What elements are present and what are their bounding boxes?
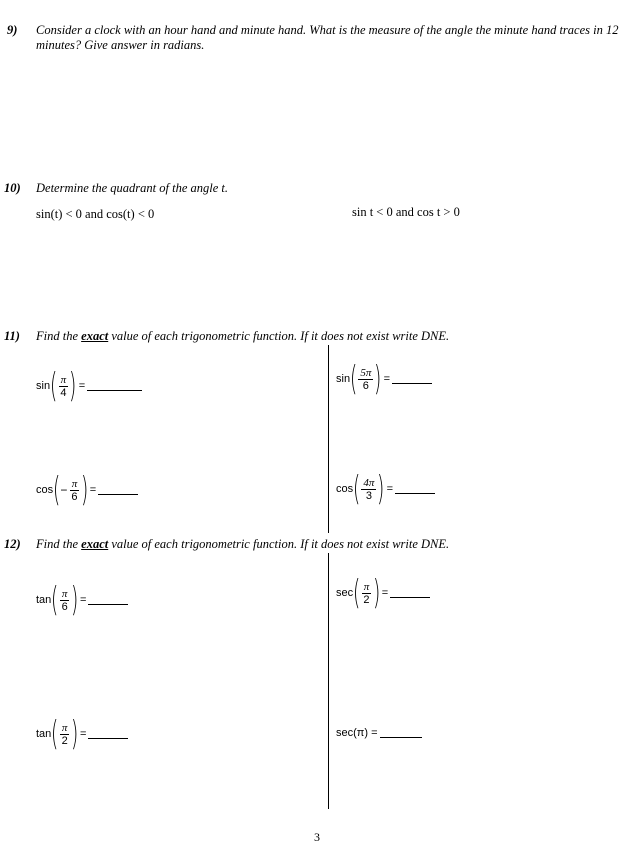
question-11-number: 11) bbox=[4, 329, 20, 343]
question-11-exact: exact bbox=[81, 329, 109, 343]
question-11-text-pre: Find the bbox=[36, 329, 82, 343]
numerator: π bbox=[71, 477, 78, 490]
fraction bbox=[57, 374, 69, 399]
fraction bbox=[357, 367, 374, 392]
numerator: π bbox=[61, 721, 68, 734]
equals-sign: = bbox=[383, 373, 391, 385]
question-12-text bbox=[36, 537, 449, 552]
fraction bbox=[360, 581, 372, 606]
answer-blank[interactable] bbox=[87, 382, 142, 391]
fraction bbox=[59, 588, 71, 613]
left-paren: ( bbox=[353, 469, 361, 509]
page-number: 3 bbox=[314, 830, 320, 844]
function-name: cos bbox=[336, 483, 354, 495]
left-paren: ( bbox=[350, 359, 358, 399]
fraction bbox=[68, 478, 80, 503]
function-name: sin bbox=[336, 373, 351, 385]
equals-sign: = bbox=[79, 594, 87, 606]
left-paren: ( bbox=[53, 470, 61, 510]
equals-sign: = bbox=[381, 587, 389, 599]
question-9-text: Consider a clock with an hour hand and minute hand. What is the measure of the angle the minute hand traces in 12 minutes? Give answer in radians. bbox=[36, 23, 619, 52]
function-name: sec bbox=[336, 587, 354, 599]
function-name: cos bbox=[36, 484, 54, 496]
numerator: π bbox=[61, 587, 68, 600]
answer-blank[interactable] bbox=[392, 375, 432, 384]
question-12-number: 12) bbox=[4, 537, 21, 551]
answer-blank[interactable] bbox=[395, 485, 435, 494]
right-paren: ) bbox=[70, 580, 78, 620]
question-12-text-pre: Find the bbox=[36, 537, 82, 551]
equals-sign: = bbox=[78, 380, 86, 392]
right-paren: ) bbox=[374, 359, 382, 399]
q11-item-sin-pi-4 bbox=[36, 366, 142, 406]
q12-item-tan-pi-6 bbox=[36, 580, 128, 620]
question-10-number: 10) bbox=[4, 181, 21, 195]
equals-sign: = bbox=[89, 484, 97, 496]
denominator: 6 bbox=[362, 379, 369, 392]
question-10-text: Determine the quadrant of the angle t. bbox=[36, 181, 228, 195]
question-9-number: 9) bbox=[7, 23, 18, 37]
q12-item-sec-pi-2 bbox=[336, 573, 430, 613]
numerator: π bbox=[363, 580, 370, 593]
denominator: 4 bbox=[60, 386, 67, 399]
left-paren: ( bbox=[50, 366, 58, 406]
question-11-text-post: value of each trigonometric function. If it does not exist write DNE. bbox=[108, 329, 450, 343]
column-divider bbox=[328, 345, 329, 533]
q12-item-sec-pi bbox=[336, 727, 422, 739]
fraction bbox=[59, 722, 71, 747]
fraction bbox=[360, 477, 377, 502]
answer-blank[interactable] bbox=[380, 729, 422, 738]
denominator: 3 bbox=[365, 489, 372, 502]
q11-item-cos-4pi-3 bbox=[336, 469, 435, 509]
right-paren: ) bbox=[80, 470, 88, 510]
column-divider bbox=[328, 553, 329, 809]
left-paren: ( bbox=[51, 580, 59, 620]
function-name: tan bbox=[36, 594, 52, 606]
numerator: π bbox=[60, 373, 67, 386]
answer-blank[interactable] bbox=[88, 596, 128, 605]
question-10-condition-b: sin t < 0 and cos t > 0 bbox=[352, 205, 460, 219]
question-11-text bbox=[36, 329, 449, 344]
left-paren: ( bbox=[51, 714, 59, 754]
equals-sign: = bbox=[79, 728, 87, 740]
question-12-exact: exact bbox=[81, 537, 109, 551]
right-paren: ) bbox=[69, 366, 77, 406]
answer-blank[interactable] bbox=[98, 486, 138, 495]
function-name: tan bbox=[36, 728, 52, 740]
right-paren: ) bbox=[70, 714, 78, 754]
function-name: sin bbox=[36, 380, 51, 392]
function-expression: sec(π) = bbox=[336, 727, 378, 739]
equals-sign: = bbox=[386, 483, 394, 495]
denominator: 2 bbox=[61, 734, 68, 747]
right-paren: ) bbox=[372, 573, 380, 613]
answer-blank[interactable] bbox=[390, 589, 430, 598]
answer-blank[interactable] bbox=[88, 730, 128, 739]
q11-item-sin-5pi-6 bbox=[336, 359, 432, 399]
numerator: 5π bbox=[360, 366, 372, 379]
denominator: 6 bbox=[71, 490, 78, 503]
numerator: 4π bbox=[363, 476, 375, 489]
left-paren: ( bbox=[353, 573, 361, 613]
denominator: 6 bbox=[61, 600, 68, 613]
denominator: 2 bbox=[363, 593, 370, 606]
q11-item-cos-neg-pi-6 bbox=[36, 470, 138, 510]
negative-sign: − bbox=[60, 483, 68, 497]
question-10-condition-a: sin(t) < 0 and cos(t) < 0 bbox=[36, 207, 155, 221]
q12-item-tan-pi-2 bbox=[36, 714, 128, 754]
right-paren: ) bbox=[377, 469, 385, 509]
question-12-text-post: value of each trigonometric function. If it does not exist write DNE. bbox=[108, 537, 450, 551]
